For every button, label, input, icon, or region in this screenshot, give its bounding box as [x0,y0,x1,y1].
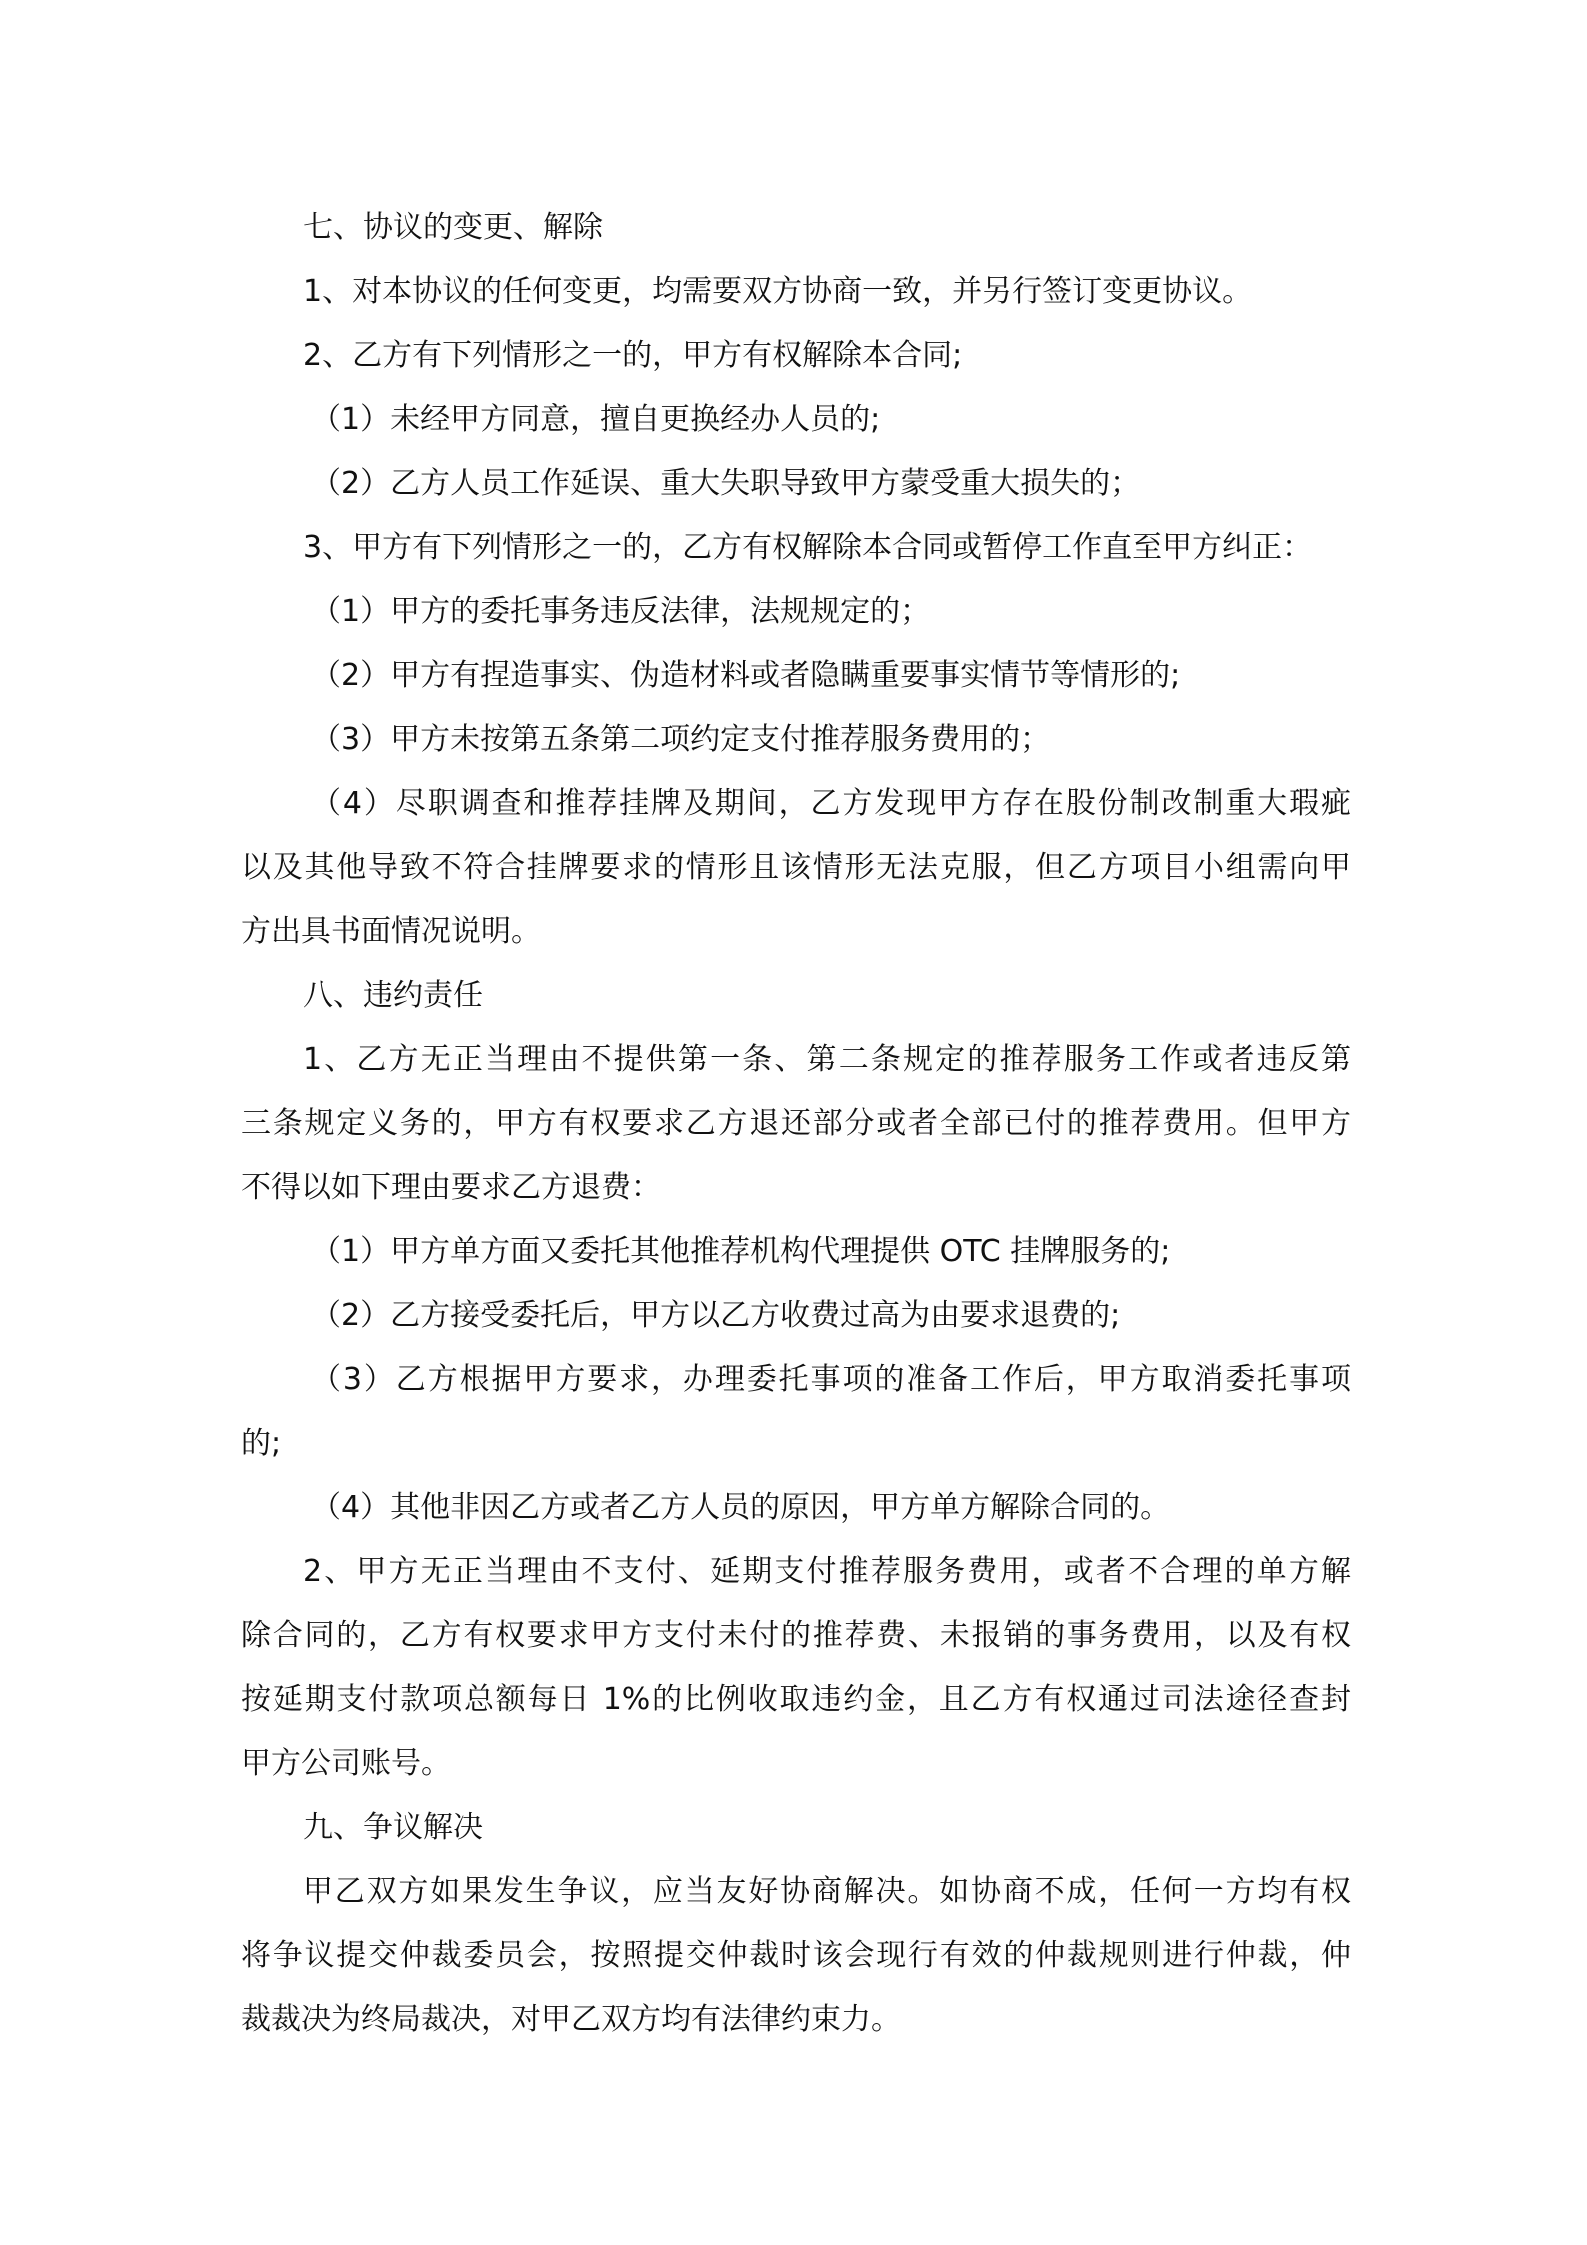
document-line: 三条规定义务的，甲方有权要求乙方退还部分或者全部已付的推荐费用。但甲方 [241,1106,1351,1141]
document-line: 方出具书面情况说明。 [241,914,541,949]
document-line: 按延期支付款项总额每日 1%的比例收取违约金，且乙方有权通过司法途径查封 [241,1682,1351,1717]
document-line: （1）未经甲方同意，擅自更换经办人员的; [311,402,881,437]
document-line: （2）甲方有捏造事实、伪造材料或者隐瞒重要事实情节等情形的; [311,658,1181,693]
document-line: 1、对本协议的任何变更，均需要双方协商一致，并另行签订变更协议。 [303,274,1253,309]
document-line: （4）其他非因乙方或者乙方人员的原因，甲方单方解除合同的。 [311,1490,1171,1525]
document-line: 九、争议解决 [303,1810,483,1845]
document-line: 将争议提交仲裁委员会，按照提交仲裁时该会现行有效的仲裁规则进行仲裁，仲 [241,1938,1351,1973]
document-line: （2）乙方接受委托后，甲方以乙方收费过高为由要求退费的; [311,1298,1121,1333]
document-line: 八、违约责任 [303,978,483,1013]
document-line: 1、乙方无正当理由不提供第一条、第二条规定的推荐服务工作或者违反第 [303,1042,1351,1077]
document-line: 不得以如下理由要求乙方退费： [241,1170,661,1205]
document-line: 甲乙双方如果发生争议，应当友好协商解决。如协商不成，任何一方均有权 [303,1874,1351,1909]
document-line: 的; [241,1426,282,1461]
document-line: 2、乙方有下列情形之一的，甲方有权解除本合同; [303,338,963,373]
document-line: （1）甲方的委托事务违反法律，法规规定的； [311,594,931,629]
document-line: 七、协议的变更、解除 [303,210,603,245]
document-body [241,196,1351,2052]
document-line: 以及其他导致不符合挂牌要求的情形且该情形无法克服，但乙方项目小组需向甲 [241,850,1351,885]
document-line: （2）乙方人员工作延误、重大失职导致甲方蒙受重大损失的； [311,466,1141,501]
document-line: 裁裁决为终局裁决，对甲乙双方均有法律约束力。 [241,2002,901,2037]
document-line: （3）乙方根据甲方要求，办理委托事项的准备工作后，甲方取消委托事项 [311,1362,1351,1397]
document-line: （4）尽职调查和推荐挂牌及期间，乙方发现甲方存在股份制改制重大瑕疵 [311,786,1351,821]
document-line: 除合同的，乙方有权要求甲方支付未付的推荐费、未报销的事务费用，以及有权 [241,1618,1351,1653]
document-line: （1）甲方单方面又委托其他推荐机构代理提供 OTC 挂牌服务的; [311,1234,1171,1269]
document-line: 3、甲方有下列情形之一的，乙方有权解除本合同或暂停工作直至甲方纠正： [303,530,1313,565]
document-line: 2、甲方无正当理由不支付、延期支付推荐服务费用，或者不合理的单方解 [303,1554,1351,1589]
document-line: （3）甲方未按第五条第二项约定支付推荐服务费用的； [311,722,1051,757]
document-line: 甲方公司账号。 [241,1746,451,1781]
